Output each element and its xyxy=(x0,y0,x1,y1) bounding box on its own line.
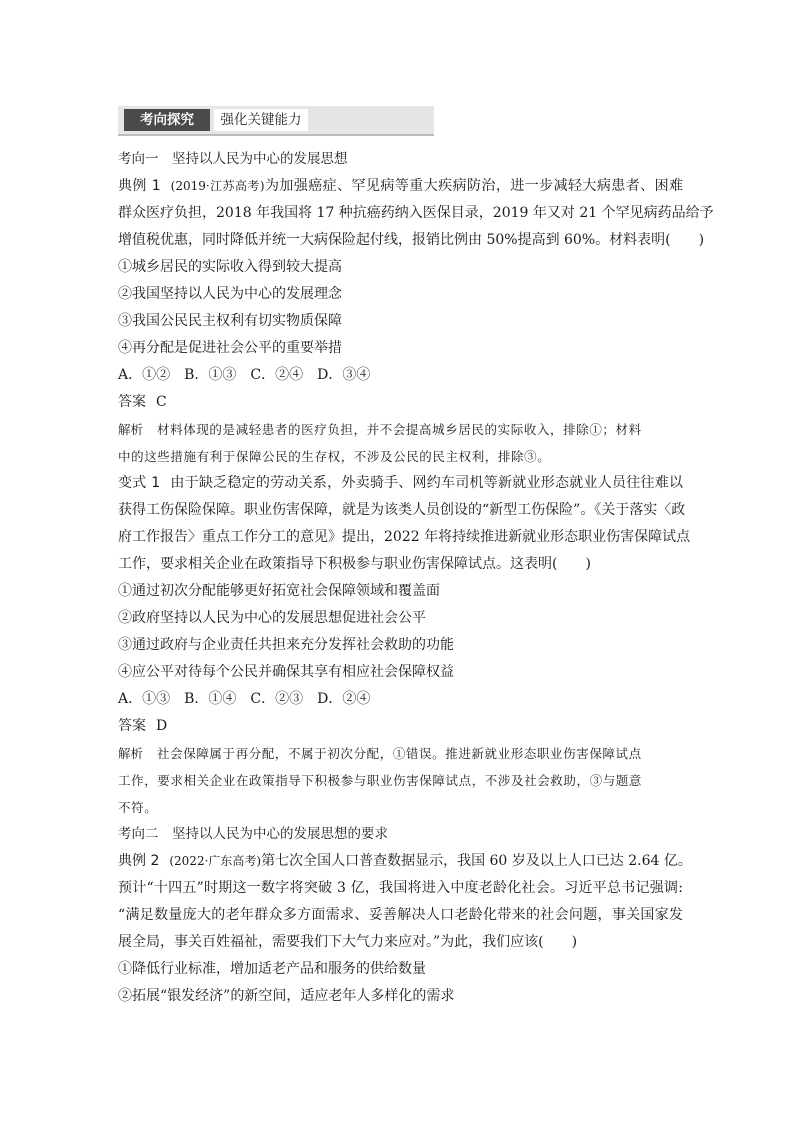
example-2-option-1: ①降低行业标准，增加适老产品和服务的供给数量 xyxy=(118,961,426,977)
example-2-line-2: 预计“十四五”时期这一数字将突破 3 亿，我国将进入中度老龄化社会。习近平总书记强调: xyxy=(118,880,683,896)
variant-1-line-1 xyxy=(118,470,683,497)
section-2-title: 考向二 坚持以人民为中心的发展思想的要求 xyxy=(118,826,388,842)
variant-1-line-4: 工作，要求相关企业在政策指导下积极参与职业伤害保障试点。这表明( ) xyxy=(118,556,591,572)
document-body xyxy=(118,146,714,1010)
example-2-tag: 典例 2 xyxy=(118,853,160,869)
analysis-label: 解析 xyxy=(118,422,144,437)
variant-1-line-2: 获得工伤保险保障。职业伤害保障，就是为该类人员创设的“新型工伤保险”。《关于落实〈政 xyxy=(118,502,686,518)
example-1-option-4: ④再分配是促进社会公平的重要举措 xyxy=(118,340,342,356)
example-1-analysis-line-2: 中的这些措施有利于保障公民的生存权，不涉及公民的民主权利，排除③。 xyxy=(118,449,551,464)
answer-value: D xyxy=(156,718,168,734)
example-1-line-1 xyxy=(118,173,683,200)
variant-1-answer xyxy=(118,713,683,740)
analysis-text: 社会保障属于再分配，不属于初次分配，①错误。推进新就业形态职业伤害保障试点 xyxy=(157,746,642,761)
example-1-analysis-line-1 xyxy=(118,416,683,443)
analysis-label: 解析 xyxy=(118,746,144,761)
example-1-tag: 典例 1 xyxy=(118,178,161,194)
variant-1-analysis-line-1 xyxy=(118,740,683,767)
example-1-option-3: ③我国公民民主权利有切实物质保障 xyxy=(118,313,342,329)
banner-title: 强化关键能力 xyxy=(214,109,308,131)
variant-1-analysis-line-3: 不符。 xyxy=(118,800,158,815)
section-1-title: 考向一 坚持以人民为中心的发展思想 xyxy=(118,151,348,167)
answer-value: C xyxy=(156,394,167,410)
example-1-choices: A．①② B．①③ C．②④ D．③④ xyxy=(118,367,371,383)
variant-1-option-2: ②政府坚持以人民为中心的发展思想促进社会公平 xyxy=(118,610,426,626)
answer-label: 答案 xyxy=(118,394,146,410)
variant-1-text: 由于缺乏稳定的劳动关系，外卖骑手、网约车司机等新就业形态就业人员往往难以 xyxy=(170,475,684,491)
example-2-line-1 xyxy=(118,848,692,875)
section-banner xyxy=(118,106,434,136)
example-1-source: (2019·江苏高考) xyxy=(170,179,265,193)
variant-1-option-3: ③通过政府与企业责任共担来充分发挥社会救助的功能 xyxy=(118,637,454,653)
variant-1-option-4: ④应公平对待每个公民并确保其享有相应社会保障权益 xyxy=(118,664,454,680)
variant-1-analysis-line-2: 工作，要求相关企业在政策指导下积极参与职业伤害保障试点，不涉及社会救助，③与题意 xyxy=(118,773,643,788)
banner-label: 考向探究 xyxy=(124,109,210,131)
variant-1-line-3: 府工作报告〉重点工作分工的意见》提出，2022 年将持续推进新就业形态职业伤害保障试点 xyxy=(118,529,691,545)
example-2-source: (2022·广东高考) xyxy=(169,854,262,868)
example-1-option-1: ①城乡居民的实际收入得到较大提高 xyxy=(118,259,342,275)
example-2-text: 第七次全国人口普查数据显示，我国 60 岁及以上人口已达 2.64 亿。 xyxy=(261,853,692,869)
variant-1-option-1: ①通过初次分配能够更好拓宽社会保障领域和覆盖面 xyxy=(118,583,440,599)
example-2-line-4: 展全局，事关百姓福祉，需要我们下大气力来应对。”为此，我们应该( ) xyxy=(118,934,578,950)
example-1-text: 为加强癌症、罕见病等重大疾病防治，进一步减轻大病患者、困难 xyxy=(264,178,684,194)
answer-label: 答案 xyxy=(118,718,146,734)
example-2-option-2: ②拓展“银发经济”的新空间，适应老年人多样化的需求 xyxy=(118,988,455,1004)
example-1-line-3: 增值税优惠，同时降低并统一大病保险起付线，报销比例由 50%提高到 60%。材料表明( ) xyxy=(118,232,705,248)
variant-1-tag: 变式 1 xyxy=(118,475,161,491)
variant-1-choices: A．①③ B．①④ C．②③ D．②④ xyxy=(118,691,371,707)
analysis-text: 材料体现的是减轻患者的医疗负担，并不会提高城乡居民的实际收入，排除①；材料 xyxy=(157,422,642,437)
example-1-line-2: 群众医疗负担，2018 年我国将 17 种抗癌药纳入医保目录，2019 年又对 21 个罕见病药品给予 xyxy=(118,205,714,221)
example-1-option-2: ②我国坚持以人民为中心的发展理念 xyxy=(118,286,342,302)
example-2-line-3: “满足数量庞大的老年群众多方面需求、妥善解决人口老龄化带来的社会问题，事关国家发 xyxy=(118,907,683,923)
example-1-answer xyxy=(118,389,683,416)
